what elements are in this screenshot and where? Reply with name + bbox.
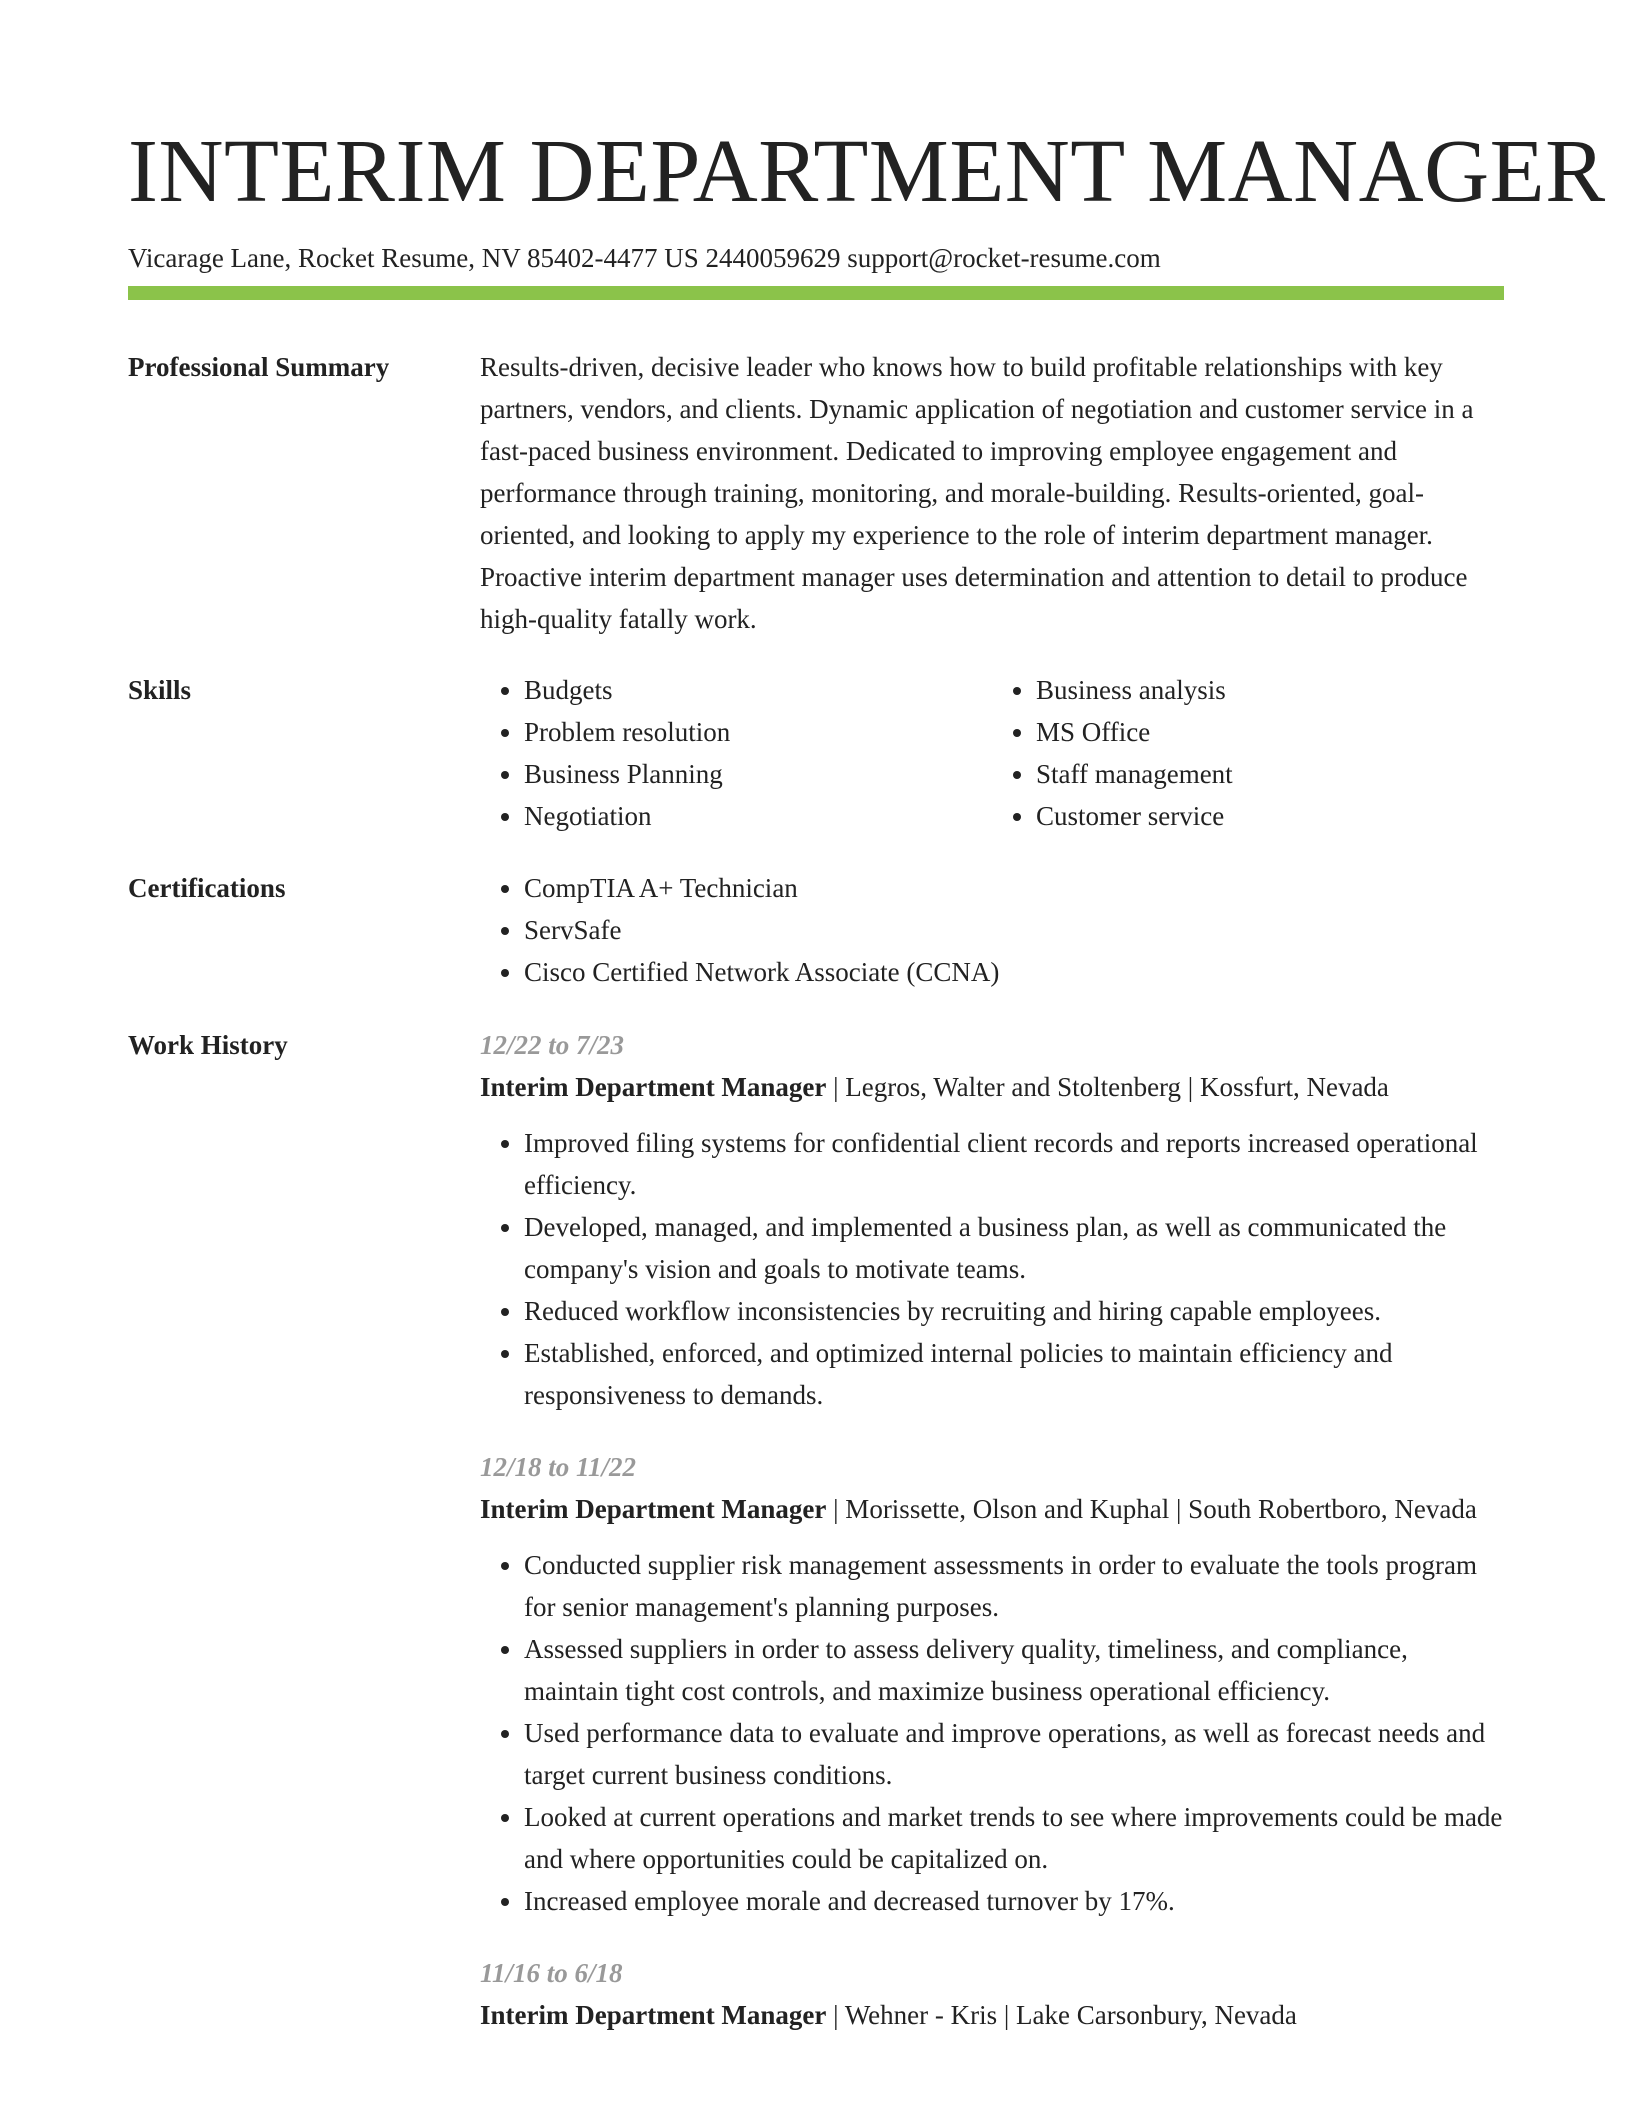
work-history-body <box>480 1024 1504 2066</box>
skill-item: • Customer service <box>1036 795 1504 837</box>
skill-item: • Budgets <box>524 669 992 711</box>
resume-title: INTERIM DEPARTMENT MANAGER <box>128 122 1606 221</box>
skill-item: • Business Planning <box>524 753 992 795</box>
skill-item: • Negotiation <box>524 795 992 837</box>
skill-item: • Business analysis <box>1036 669 1504 711</box>
summary-text: Results-driven, decisive leader who knows how to build profitable relationships with key partners, vendors, and clients. Dynamic application of negotiation and customer service in a fast-paced business environment. Dedicated to improving employee engagement and performance through training, monitoring, and morale-building. Results-oriented, goal-oriented, and looking to apply my experience to the role of interim department manager. Proactive interim department manager uses determination and attention to detail to produce high-quality fatally work. <box>480 352 1474 634</box>
certifications-section <box>128 867 1504 993</box>
skills-column-1 <box>480 669 992 837</box>
job-bullet: • Increased employee morale and decreased turnover by 17%. <box>524 1880 1504 1922</box>
certification-item: • Cisco Certified Network Associate (CCNA) <box>524 951 1504 993</box>
job-bullet: • Established, enforced, and optimized internal policies to maintain efficiency and responsiveness to demands. <box>524 1332 1504 1416</box>
skill-item: • Problem resolution <box>524 711 992 753</box>
contact-line: Vicarage Lane, Rocket Resume, NV 85402-4477 US 2440059629 support@rocket-resume.com <box>128 243 1161 273</box>
certifications-heading: Certifications <box>128 873 286 903</box>
skills-body <box>480 669 1504 837</box>
job-bullet: • Reduced workflow inconsistencies by recruiting and hiring capable employees. <box>524 1290 1504 1332</box>
job-heading <box>480 1994 1504 2036</box>
job-bullets <box>480 1544 1504 1922</box>
job-entry <box>480 1024 1504 1416</box>
job-entry <box>480 1446 1504 1922</box>
job-title: Interim Department Manager <box>480 2000 827 2030</box>
skills-column-2 <box>992 669 1504 837</box>
job-bullet: • Conducted supplier risk management assessments in order to evaluate the tools program for senior management's planning purposes. <box>524 1544 1504 1628</box>
summary-body <box>480 346 1504 640</box>
summary-heading: Professional Summary <box>128 352 390 382</box>
skill-item: • Staff management <box>1036 753 1504 795</box>
job-employer-location: | Legros, Walter and Stoltenberg | Kossfurt, Nevada <box>826 1072 1389 1102</box>
job-title: Interim Department Manager <box>480 1494 827 1524</box>
job-title: Interim Department Manager <box>480 1072 827 1102</box>
certification-item: • ServSafe <box>524 909 1504 951</box>
certifications-list <box>480 867 1504 993</box>
job-bullet: • Developed, managed, and implemented a business plan, as well as communicated the company's vision and goals to motivate teams. <box>524 1206 1504 1290</box>
work-history-heading: Work History <box>128 1030 288 1060</box>
job-bullet: • Assessed suppliers in order to assess delivery quality, timeliness, and compliance, maintain tight cost controls, and maximize business operational efficiency. <box>524 1628 1504 1712</box>
resume-header <box>128 118 1606 276</box>
job-heading <box>480 1066 1504 1108</box>
job-bullets <box>480 1122 1504 1416</box>
header-divider <box>128 286 1504 300</box>
skills-section <box>128 669 1504 837</box>
job-dates: 12/18 to 11/22 <box>480 1452 637 1482</box>
job-dates: 12/22 to 7/23 <box>480 1030 625 1060</box>
job-bullet: • Improved filing systems for confidential client records and reports increased operational efficiency. <box>524 1122 1504 1206</box>
certification-item: • CompTIA A+ Technician <box>524 867 1504 909</box>
skill-item: • MS Office <box>1036 711 1504 753</box>
summary-section <box>128 346 1504 640</box>
work-history-section <box>128 1024 1504 2066</box>
job-dates: 11/16 to 6/18 <box>480 1958 623 1988</box>
job-employer-location: | Morissette, Olson and Kuphal | South Robertboro, Nevada <box>826 1494 1477 1524</box>
job-bullet: • Used performance data to evaluate and improve operations, as well as forecast needs and target current business conditions. <box>524 1712 1504 1796</box>
job-employer-location: | Wehner - Kris | Lake Carsonbury, Nevada <box>826 2000 1297 2030</box>
certifications-body <box>480 867 1504 993</box>
skills-heading: Skills <box>128 675 192 705</box>
job-bullet: • Looked at current operations and market trends to see where improvements could be made and where opportunities could be capitalized on. <box>524 1796 1504 1880</box>
job-heading <box>480 1488 1504 1530</box>
job-entry <box>480 1952 1504 2036</box>
